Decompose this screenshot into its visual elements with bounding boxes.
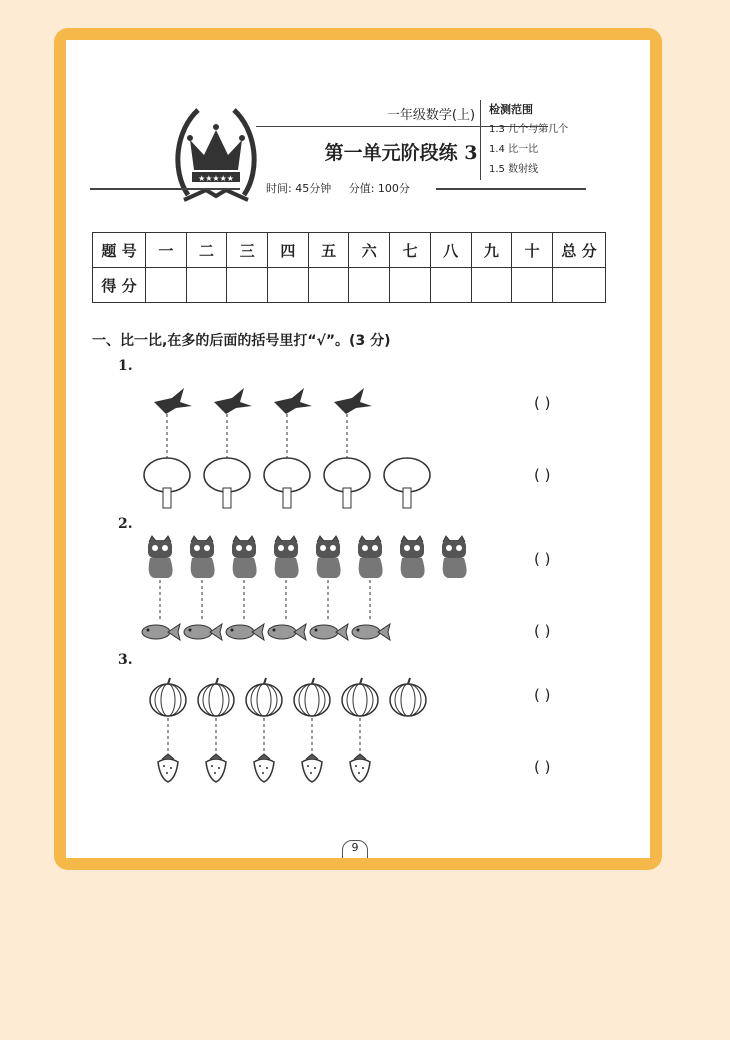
fish-icon <box>184 624 222 640</box>
table-cell: 五 <box>308 233 349 268</box>
part-number: 1. <box>118 358 133 374</box>
table-cell: 六 <box>349 233 390 268</box>
cat-icon <box>358 536 383 578</box>
tree-icon <box>324 458 370 508</box>
pumpkin-icon <box>390 678 426 716</box>
strawberry-icon <box>158 754 178 782</box>
score-input-cell[interactable] <box>553 268 606 303</box>
cat-icon <box>442 536 467 578</box>
score-input-cell[interactable] <box>186 268 227 303</box>
score-label: 分值: 100分 <box>348 182 410 195</box>
pumpkin-icon <box>198 678 234 716</box>
score-input-cell[interactable] <box>390 268 431 303</box>
answer-bracket[interactable]: ( ) <box>534 758 551 776</box>
bird-icon <box>334 388 372 414</box>
bird-icon <box>154 388 192 414</box>
cat-icon <box>316 536 341 578</box>
pumpkin-icon <box>150 678 186 716</box>
strawberry-icon <box>254 754 274 782</box>
tree-icon <box>384 458 430 508</box>
svg-text:★★★★★: ★★★★★ <box>198 174 234 183</box>
tree-icon <box>264 458 310 508</box>
bird-icon <box>214 388 252 414</box>
strawberry-icon <box>206 754 226 782</box>
worksheet-paper <box>66 40 650 858</box>
strawberry-icon <box>350 754 370 782</box>
part-number: 3. <box>118 652 133 668</box>
bird-icon <box>274 388 312 414</box>
cat-icon <box>400 536 425 578</box>
pumpkins-strawberries-illustration <box>150 680 450 790</box>
score-input-cell[interactable] <box>349 268 390 303</box>
strawberry-icon <box>302 754 322 782</box>
score-table-score-row <box>93 268 606 303</box>
answer-bracket[interactable]: ( ) <box>534 550 551 568</box>
score-input-cell[interactable] <box>471 268 512 303</box>
answer-bracket[interactable]: ( ) <box>534 622 551 640</box>
tree-icon <box>144 458 190 508</box>
scope-item: 1.4 比一比 <box>489 144 539 155</box>
score-table <box>92 232 606 303</box>
table-cell: 得 分 <box>93 268 146 303</box>
fish-icon <box>352 624 390 640</box>
cat-icon <box>190 536 215 578</box>
table-cell: 九 <box>471 233 512 268</box>
table-cell: 一 <box>146 233 187 268</box>
time-label: 时间: 45分钟 <box>266 182 332 195</box>
score-input-cell[interactable] <box>430 268 471 303</box>
tree-icon <box>204 458 250 508</box>
table-cell: 题 号 <box>93 233 146 268</box>
score-input-cell[interactable] <box>146 268 187 303</box>
scope-title: 检测范围 <box>489 103 533 116</box>
fish-icon <box>268 624 306 640</box>
question-heading: 一、比一比,在多的后面的括号里打“√”。(3 分) <box>92 333 391 349</box>
table-cell: 十 <box>512 233 553 268</box>
scope-item: 1.5 数射线 <box>489 164 539 175</box>
answer-bracket[interactable]: ( ) <box>534 394 551 412</box>
pumpkin-icon <box>342 678 378 716</box>
birds-trees-illustration <box>136 380 496 510</box>
score-input-cell[interactable] <box>268 268 309 303</box>
header-rule-left <box>90 188 240 190</box>
test-scope-box <box>480 100 629 180</box>
cat-icon <box>232 536 257 578</box>
answer-bracket[interactable]: ( ) <box>534 466 551 484</box>
fish-icon <box>142 624 180 640</box>
scope-item: 1.3 几个与第几个 <box>489 124 569 135</box>
table-cell: 四 <box>268 233 309 268</box>
cats-fish-illustration <box>146 536 486 646</box>
cat-icon <box>274 536 299 578</box>
score-input-cell[interactable] <box>308 268 349 303</box>
time-score-info <box>240 180 436 196</box>
header-rule-right <box>436 188 586 190</box>
part-number: 2. <box>118 516 133 532</box>
fish-icon <box>310 624 348 640</box>
page-number: 9 <box>342 840 368 858</box>
table-cell: 总 分 <box>553 233 606 268</box>
cat-icon <box>148 536 173 578</box>
worksheet-title: 第一单元阶段练 3 <box>324 142 478 164</box>
table-cell: 八 <box>430 233 471 268</box>
grade-label: 一年级数学(上) <box>386 108 476 123</box>
score-table-header-row <box>93 233 606 268</box>
score-input-cell[interactable] <box>227 268 268 303</box>
table-cell: 三 <box>227 233 268 268</box>
table-cell: 二 <box>186 233 227 268</box>
pumpkin-icon <box>294 678 330 716</box>
table-cell: 七 <box>390 233 431 268</box>
fish-icon <box>226 624 264 640</box>
answer-bracket[interactable]: ( ) <box>534 686 551 704</box>
pumpkin-icon <box>246 678 282 716</box>
score-input-cell[interactable] <box>512 268 553 303</box>
